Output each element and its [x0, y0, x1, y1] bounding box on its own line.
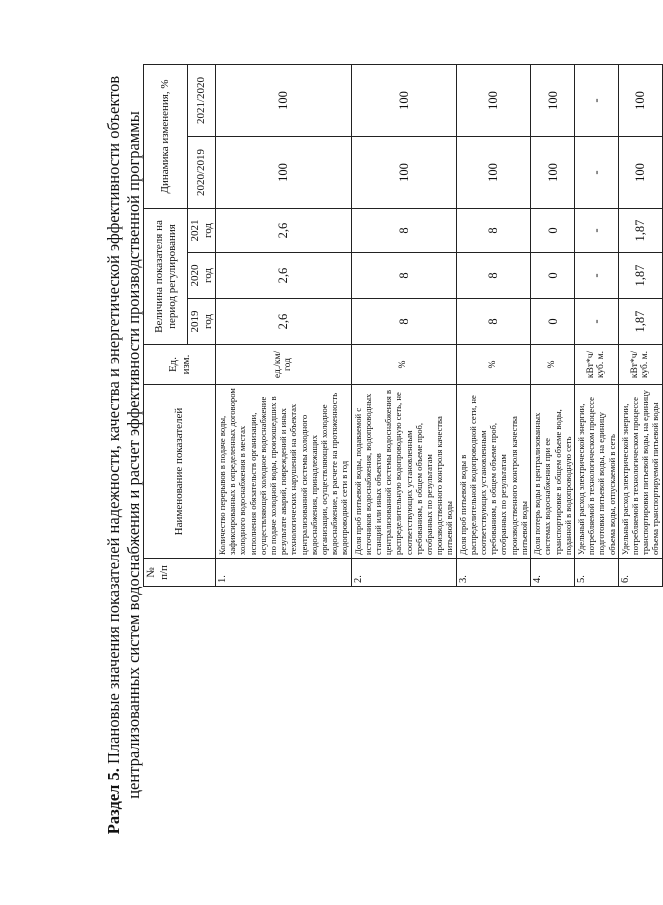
section-title	[104, 65, 144, 845]
row-dyn-2: 100	[618, 64, 662, 136]
row-num: 6.	[618, 559, 662, 587]
header-year-2020: 2020 год	[188, 253, 216, 299]
row-value-2021: 2,6	[216, 208, 352, 252]
row-dyn-1: -	[574, 136, 618, 208]
row-value-2021: 8	[456, 208, 530, 252]
row-dyn-2: 100	[216, 64, 352, 136]
row-dyn-1: 100	[351, 136, 456, 208]
row-value-2021: 8	[351, 208, 456, 252]
row-num: 3.	[456, 559, 530, 587]
header-dynamics: Динамика изменения, %	[144, 64, 188, 208]
row-unit: %	[351, 345, 456, 385]
header-year-2019: 2019 год	[188, 299, 216, 345]
row-dyn-2: -	[574, 64, 618, 136]
row-dyn-1: 100	[531, 136, 575, 208]
row-unit: %	[531, 345, 575, 385]
row-unit: ед./км/год	[216, 345, 352, 385]
header-name: Наименование показателей	[144, 385, 216, 559]
row-name: Доля проб питьевой воды в распределительной водопроводной сети, не соответствующих установленным требованиям, в общем объеме проб, отобранных по результатам производственного контроля качества питьевой воды	[456, 385, 530, 559]
row-value-2019: 8	[351, 299, 456, 345]
table-row	[456, 64, 530, 586]
row-num: 4.	[531, 559, 575, 587]
header-row-1	[144, 64, 188, 586]
row-dyn-1: 100	[618, 136, 662, 208]
row-dyn-1: 100	[456, 136, 530, 208]
row-unit: %	[456, 345, 530, 385]
table-row	[216, 64, 352, 586]
row-value-2020: -	[574, 253, 618, 299]
row-name: Удельный расход электрической энергии, потребляемой в технологическом процессе подготовки питьевой воды, на единицу объема воды, отпускаемой в сеть	[574, 385, 618, 559]
header-dyn-2021-2020: 2021/2020	[188, 64, 216, 136]
row-value-2020: 8	[351, 253, 456, 299]
table-row	[531, 64, 575, 586]
row-unit: кВт*ч/куб. м.	[618, 345, 662, 385]
row-value-2021: -	[574, 208, 618, 252]
title-line-1: Плановые значения показателей надежности, качества и энергетической эффективности объектов	[104, 75, 123, 764]
row-name: Удельный расход электрической энергии, потребляемой в технологическом процессе транспортировки питьевой воды, на единицу объема транспортируемой питьевой воды	[618, 385, 662, 559]
row-dyn-1: 100	[216, 136, 352, 208]
row-value-2021: 0	[531, 208, 575, 252]
header-year-2021: 2021 год	[188, 208, 216, 252]
title-line-2: централизованных систем водоснабжения и расчет эффективности производственной программы	[124, 111, 143, 799]
header-num: № п/п	[144, 559, 216, 587]
row-value-2019: 1,87	[618, 299, 662, 345]
section-label: Раздел 5.	[104, 768, 123, 835]
row-num: 5.	[574, 559, 618, 587]
table-row	[574, 64, 618, 586]
header-dyn-2020-2019: 2020/2019	[188, 136, 216, 208]
row-value-2020: 2,6	[216, 253, 352, 299]
row-value-2021: 1,87	[618, 208, 662, 252]
row-value-2019: -	[574, 299, 618, 345]
row-num: 1.	[216, 559, 352, 587]
table-row	[618, 64, 662, 586]
row-dyn-2: 100	[351, 64, 456, 136]
row-value-2020: 0	[531, 253, 575, 299]
header-period: Величина показателя на период регулирования	[144, 208, 188, 344]
row-dyn-2: 100	[456, 64, 530, 136]
row-dyn-2: 100	[531, 64, 575, 136]
row-value-2019: 2,6	[216, 299, 352, 345]
table-row	[351, 64, 456, 586]
row-value-2020: 8	[456, 253, 530, 299]
row-name: Доля проб питьевой воды, подаваемой с источников водоснабжения, водопроводных станций или иных объектов централизованной системы водоснабжения в распределительную водопроводную сеть, не соответствующих установленным требованиям, в общем объеме проб, отобранных по результатам производственного контроля качества питьевой воды	[351, 385, 456, 559]
row-num: 2.	[351, 559, 456, 587]
header-unit: Ед. изм.	[144, 345, 216, 385]
row-value-2020: 1,87	[618, 253, 662, 299]
row-value-2019: 8	[456, 299, 530, 345]
row-unit: кВт*ч/куб. м.	[574, 345, 618, 385]
row-name: Количество перерывов в подаче воды, зафиксированных в определенных договором холодного водоснабжения в местах исполнения обязательств организации, осуществляющей холодное водоснабжение по подаче холодной воды, произошедших в результате аварий, повреждений и иных технологических нарушений на объектах централизованной системы холодного водоснабжения, принадлежащих организации, осуществляющей холодное водоснабжение, в расчете на протяженность водопроводной сети в год	[216, 385, 352, 559]
indicators-table	[143, 64, 663, 587]
row-value-2019: 0	[531, 299, 575, 345]
row-name: Доля потерь воды в централизованных системах водоснабжения при ее транспортировке в общем объеме воды, поданной в водопроводную сеть	[531, 385, 575, 559]
